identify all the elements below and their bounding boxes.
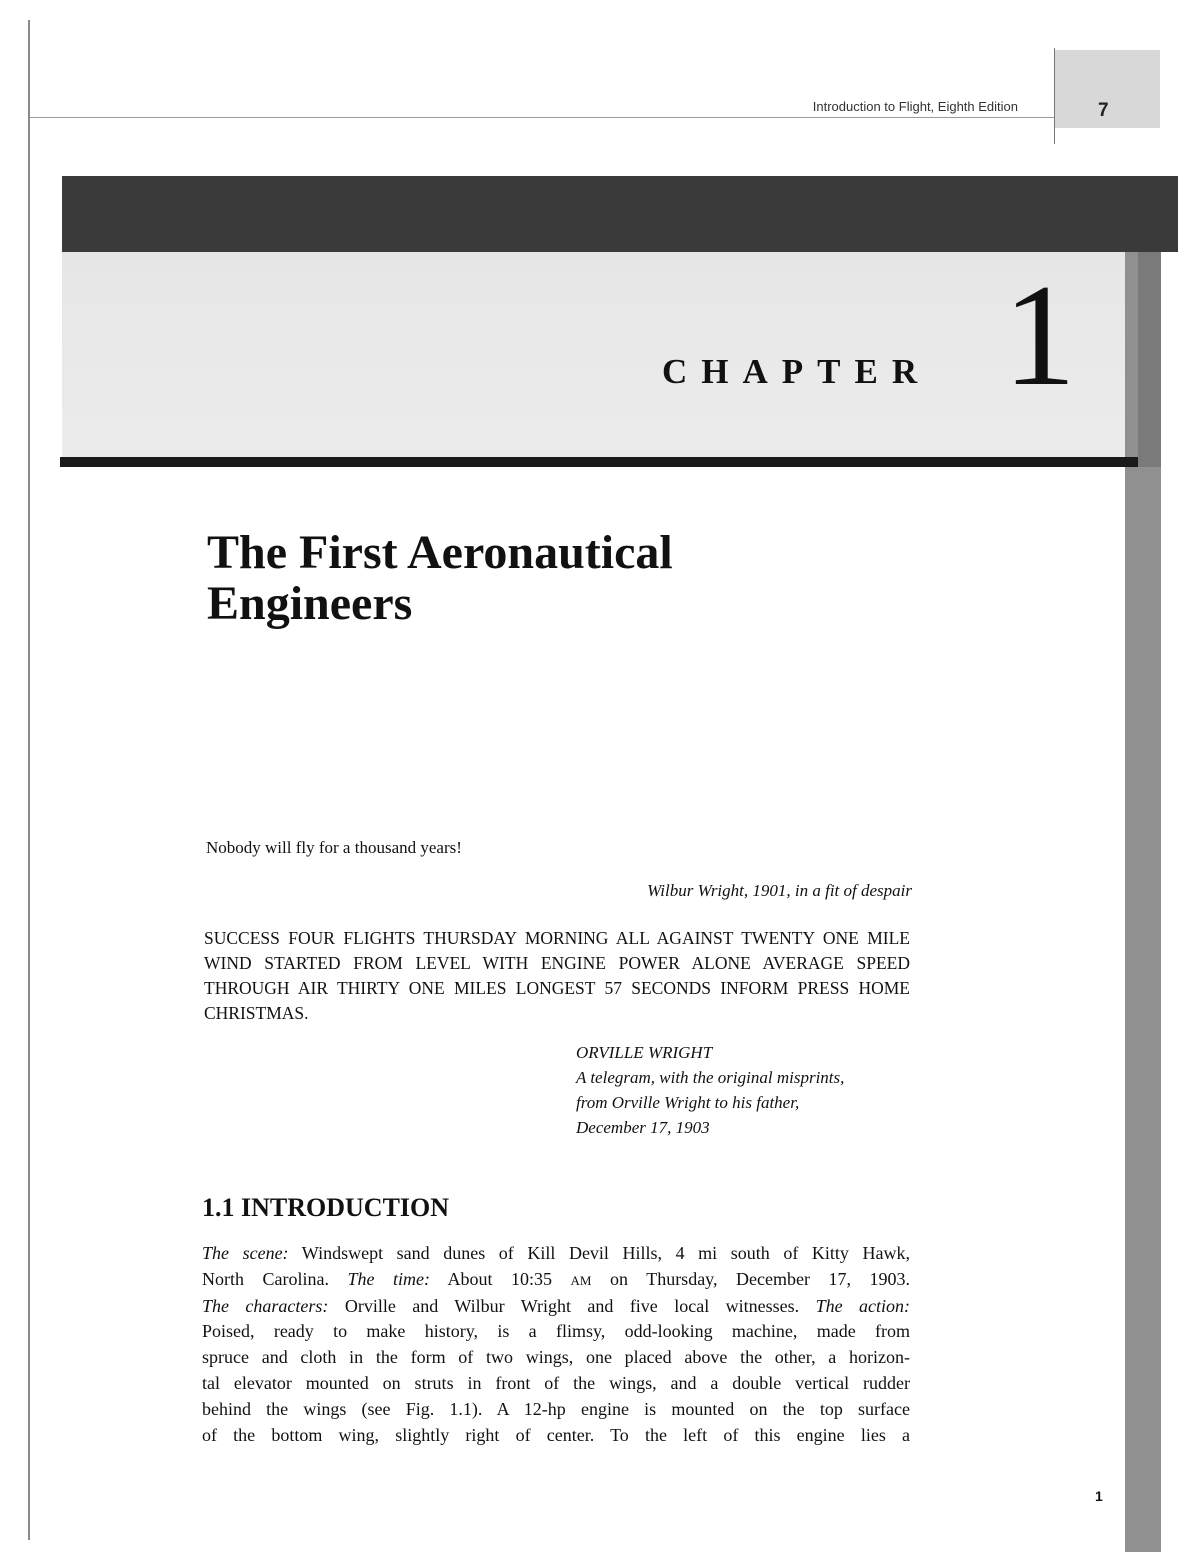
footer-page-number: 1 xyxy=(1095,1488,1103,1504)
chapter-banner-bottom-rule xyxy=(60,457,1138,467)
chapter-banner-dark-band xyxy=(62,176,1178,252)
section-body xyxy=(202,1241,910,1448)
body-line: Poised, ready to make history, is a flimsy, odd-looking machine, made from xyxy=(202,1321,910,1342)
body-line: of the bottom wing, slightly right of center. To the left of this engine lies a xyxy=(202,1424,910,1445)
telegram-attribution-date: December 17, 1903 xyxy=(576,1118,710,1137)
chapter-banner-grey-band xyxy=(62,252,1138,459)
chapter-label: CHAPTER xyxy=(662,352,932,391)
body-line: The characters: Orville and Wilbur Wright and five local witnesses. The action: xyxy=(202,1295,910,1316)
body-line: behind the wings (see Fig. 1.1). A 12-hp engine is mounted on the top surface xyxy=(202,1398,910,1419)
telegram-attribution-line: A telegram, with the original misprints, xyxy=(576,1068,845,1087)
running-header-title: Introduction to Flight, Eighth Edition xyxy=(812,99,1018,114)
chapter-title-line2: Engineers xyxy=(207,577,413,630)
page-box-divider xyxy=(1054,48,1055,144)
telegram-quote: SUCCESS FOUR FLIGHTS THURSDAY MORNING ALL AGAINST TWENTY ONE MILE WIND STARTED FROM LEVEL WITH ENGINE POWER ALONE AVERAGE SPEED THROUGH AIR THIRTY ONE MILES LONGEST 57 SECONDS INFORM PRESS HOME CHRISTMAS. xyxy=(204,928,910,1023)
telegram-attribution-name: ORVILLE WRIGHT xyxy=(576,1043,713,1062)
chapter-title-line1: The First Aeronautical xyxy=(207,526,673,579)
epigraph-quote: Nobody will fly for a thousand years! xyxy=(206,838,462,857)
telegram-attribution-line: from Orville Wright to his father, xyxy=(576,1093,800,1112)
header-rule xyxy=(30,117,1160,118)
body-line: The scene: Windswept sand dunes of Kill Devil Hills, 4 mi south of Kitty Hawk, xyxy=(202,1243,910,1263)
running-header-page-number: 7 xyxy=(1098,100,1109,121)
section-heading: 1.1 INTRODUCTION xyxy=(202,1193,450,1222)
body-line: spruce and cloth in the form of two wings, one placed above the other, a horizon- xyxy=(202,1347,910,1368)
telegram-attribution xyxy=(576,1040,844,1140)
scan-edge-line xyxy=(28,20,30,1540)
epigraph-attribution: Wilbur Wright, 1901, in a fit of despair xyxy=(647,881,912,900)
body-line: tal elevator mounted on struts in front of the wings, and a double vertical rudder xyxy=(202,1372,910,1393)
chapter-side-bar-top xyxy=(1138,252,1161,467)
chapter-number: 1 xyxy=(1003,254,1076,416)
body-line: North Carolina. The time: About 10:35 AM on Thursday, December 17, 1903. xyxy=(202,1268,910,1289)
chapter-title xyxy=(207,527,673,629)
